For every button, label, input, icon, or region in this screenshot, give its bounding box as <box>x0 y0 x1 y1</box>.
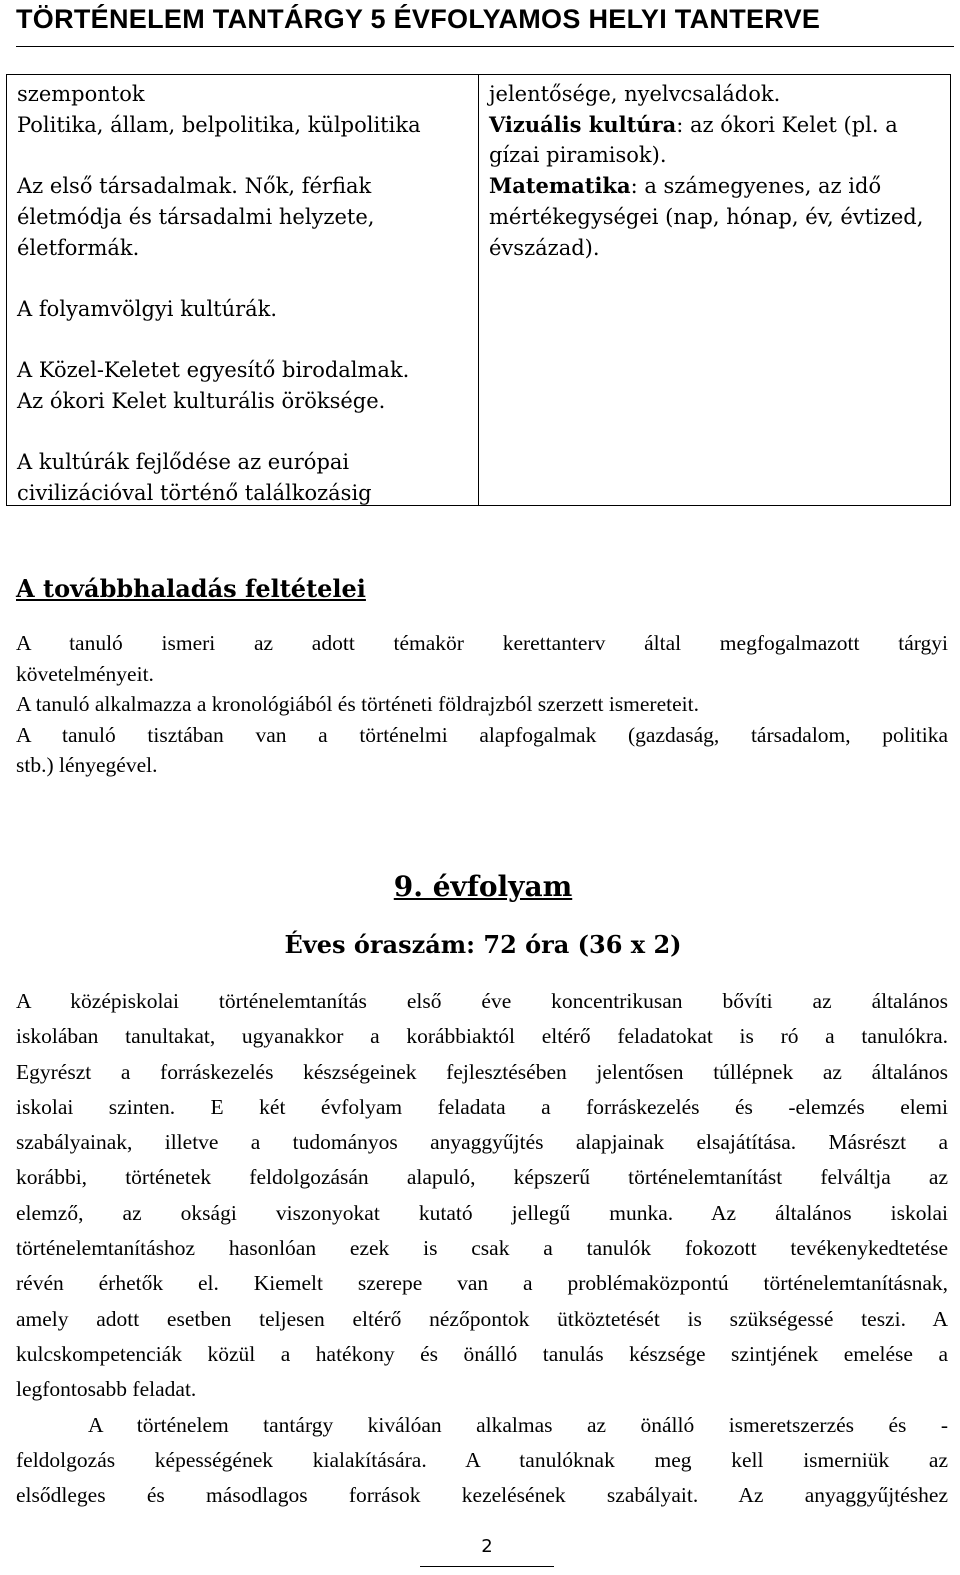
left-line: Az ókori Kelet kulturális öröksége. <box>17 388 386 413</box>
paragraph-line: korábbi, történetek feldolgozásán alapuló, képszerű történelemtanítást felváltja az <box>16 1165 948 1190</box>
paragraph-line: történelemtanításhoz hasonlóan ezek is csak a tanulók fokozott tevékenykedtetése <box>16 1236 948 1261</box>
req-line: A tanuló tisztában van a történelmi alapfogalmak (gazdaság, társadalom, politika <box>16 722 948 747</box>
footer-rule <box>420 1566 554 1567</box>
table-left-column <box>7 75 479 505</box>
keyword-visual-culture: Vizuális kultúra <box>489 111 677 137</box>
header-rule <box>16 46 954 47</box>
paragraph-line: elemző, az oksági viszonyokat kutató jellegű munka. Az általános iskolai <box>16 1200 948 1225</box>
spacer <box>17 325 478 356</box>
content-table <box>6 74 951 506</box>
table-right-column <box>479 75 950 505</box>
page-number: 2 <box>481 1536 493 1557</box>
req-line: A tanuló ismeri az adott témakör kerettanterv által megfogalmazott tárgyi <box>16 631 948 655</box>
right-line-visual <box>489 110 950 141</box>
right-line: mértékegységei (nap, hónap, év, évtized, <box>489 204 924 229</box>
spacer <box>17 263 478 294</box>
paragraph-line: iskolai szinten. E két évfolyam feladata a forráskezelés és -elemzés elemi <box>16 1094 948 1119</box>
left-line: A Közel-Keletet egyesítő birodalmak. <box>17 358 410 383</box>
left-line: Az első társadalmak. Nők, férfiak <box>17 174 372 199</box>
keyword-mathematics: Matematika <box>489 173 631 199</box>
grade-title: 9. évfolyam <box>393 870 573 903</box>
paragraph-line: A történelem tantárgy kiválóan alkalmas az önálló ismeretszerzés és - <box>88 1412 948 1437</box>
right-line: jelentősége, nyelvcsaládok. <box>489 82 781 106</box>
visual-text: : az ókori Kelet (pl. a <box>676 112 898 137</box>
req-line: követelményeit. <box>16 661 154 686</box>
left-line: A folyamvölgyi kultúrák. <box>17 296 278 321</box>
paragraph-line: Egyrészt a forráskezelés készségeinek fejlesztésében jelentősen túllépnek az általános <box>16 1059 948 1084</box>
left-line: életformák. <box>17 235 140 260</box>
paragraph-line: A középiskolai történelemtanítás első éve koncentrikusan bővíti az általános <box>16 989 948 1013</box>
grade-description <box>16 984 948 1513</box>
left-line: szempontok <box>17 82 145 106</box>
right-line: évszázad). <box>489 235 600 260</box>
left-line: Politika, állam, belpolitika, külpolitika <box>17 112 421 137</box>
paragraph-line: kulcskompetenciák közül a hatékony és önálló tanulás készsége szintjének emelése a <box>16 1341 948 1366</box>
paragraph-line: amely adott esetben teljesen eltérő nézőpontok ütköztetését is szükségessé teszi. A <box>16 1306 948 1331</box>
left-line: civilizációval történő találkozásig <box>17 481 372 506</box>
spacer <box>17 417 478 448</box>
paragraph-line: szabályainak, illetve a tudományos anyaggyűjtés alapjainak elsajátítása. Másrészt a <box>16 1130 948 1155</box>
paragraph-line: legfontosabb feladat. <box>16 1377 197 1402</box>
requirements-text <box>16 628 948 781</box>
math-text: : a számegyenes, az idő <box>630 174 882 199</box>
spacer <box>17 140 478 171</box>
req-line: A tanuló alkalmazza a kronológiából és történeti földrajzból szerzett ismereteit. <box>16 692 699 716</box>
paragraph-line: elsődleges és másodlagos források kezelésének szabályait. Az anyaggyűjtéshez <box>16 1483 948 1508</box>
left-line: A kultúrák fejlődése az európai <box>17 450 350 475</box>
req-line: stb.) lényegével. <box>16 753 158 777</box>
paragraph-line: feldolgozás képességének kialakítására. A tanulóknak meg kell ismerniük az <box>16 1447 948 1472</box>
running-header: TÖRTÉNELEM TANTÁRGY 5 ÉVFOLYAMOS HELYI TANTERVE <box>16 4 821 34</box>
requirements-heading: A továbbhaladás feltételei <box>16 574 366 603</box>
right-line: gízai piramisok). <box>489 143 667 168</box>
left-line: életmódja és társadalmi helyzete, <box>17 204 375 229</box>
paragraph-line: iskolában tanultakat, ugyanakkor a korábbiaktól eltérő feladatokat is ró a tanulókra. <box>16 1024 948 1049</box>
paragraph-line: révén érhetők el. Kiemelt szerepe van a problémaközpontú történelemtanításnak, <box>16 1271 948 1296</box>
right-line-math <box>489 171 950 202</box>
annual-hours: Éves óraszám: 72 óra (36 x 2) <box>284 930 682 959</box>
